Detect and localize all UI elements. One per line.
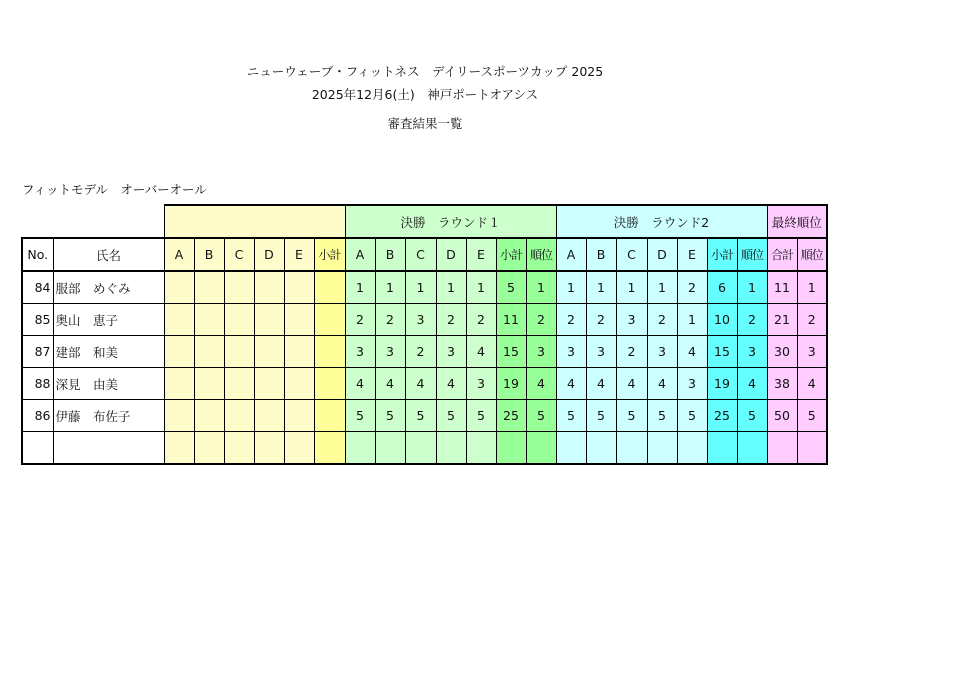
cell-round2-score: 2 bbox=[586, 304, 616, 336]
cell-round1-score: 1 bbox=[466, 271, 496, 304]
cell-round2-score: 4 bbox=[586, 368, 616, 400]
cell-no: 86 bbox=[22, 400, 53, 432]
cell-final-rank: 2 bbox=[797, 304, 827, 336]
header-round2-judge: C bbox=[616, 238, 647, 271]
cell-prelim-score bbox=[194, 368, 224, 400]
cell-round1-score: 5 bbox=[345, 400, 375, 432]
cell-prelim-score bbox=[224, 336, 254, 368]
cell-round2-score: 4 bbox=[647, 368, 677, 400]
cell-prelim-subtotal bbox=[314, 271, 345, 304]
cell-prelim-score bbox=[284, 432, 314, 465]
cell-prelim-score bbox=[194, 271, 224, 304]
cell-round2-score: 5 bbox=[556, 400, 586, 432]
cell-total: 50 bbox=[767, 400, 797, 432]
cell-round2-subtotal: 25 bbox=[707, 400, 737, 432]
header-round1-judge: D bbox=[436, 238, 466, 271]
cell-round2-rank bbox=[737, 432, 767, 465]
cell-round2-score: 2 bbox=[677, 271, 707, 304]
cell-round2-score: 3 bbox=[586, 336, 616, 368]
cell-round1-rank: 5 bbox=[526, 400, 556, 432]
cell-round1-score: 3 bbox=[466, 368, 496, 400]
header-prelim-judge: E bbox=[284, 238, 314, 271]
cell-prelim-score bbox=[254, 271, 284, 304]
cell-total: 11 bbox=[767, 271, 797, 304]
cell-round2-score: 4 bbox=[616, 368, 647, 400]
header-round1-judge: B bbox=[375, 238, 405, 271]
results-table bbox=[21, 204, 828, 465]
cell-prelim-score bbox=[284, 304, 314, 336]
header-prelim-judge: A bbox=[164, 238, 194, 271]
cell-round1-score: 5 bbox=[436, 400, 466, 432]
cell-round2-score bbox=[677, 432, 707, 465]
table-row-empty bbox=[22, 432, 827, 465]
cell-prelim-score bbox=[164, 271, 194, 304]
cell-round2-score: 2 bbox=[556, 304, 586, 336]
cell-round1-rank: 2 bbox=[526, 304, 556, 336]
table-row bbox=[22, 304, 827, 336]
cell-prelim-score bbox=[284, 336, 314, 368]
cell-round2-rank: 1 bbox=[737, 271, 767, 304]
cell-prelim-score bbox=[224, 432, 254, 465]
cell-round1-subtotal: 25 bbox=[496, 400, 526, 432]
cell-round1-score: 4 bbox=[405, 368, 436, 400]
cell-round1-score: 2 bbox=[345, 304, 375, 336]
header-prelim-judge: C bbox=[224, 238, 254, 271]
cell-round1-subtotal: 19 bbox=[496, 368, 526, 400]
cell-prelim-score bbox=[164, 400, 194, 432]
cell-round1-score: 5 bbox=[375, 400, 405, 432]
cell-round2-score: 4 bbox=[677, 336, 707, 368]
cell-round2-score: 2 bbox=[616, 336, 647, 368]
cell-round2-score: 5 bbox=[647, 400, 677, 432]
event-date-venue: 2025年12月6(土) 神戸ポートオアシス bbox=[311, 87, 539, 102]
header-prelim-subtotal: 小計 bbox=[314, 238, 345, 271]
cell-total bbox=[767, 432, 797, 465]
cell-prelim-score bbox=[164, 368, 194, 400]
group-header-row bbox=[22, 205, 827, 238]
cell-round2-score bbox=[556, 432, 586, 465]
cell-round1-rank: 1 bbox=[526, 271, 556, 304]
cell-prelim-score bbox=[254, 432, 284, 465]
group-round2: 決勝 ラウンド2 bbox=[556, 205, 767, 238]
cell-round2-score: 5 bbox=[677, 400, 707, 432]
cell-prelim-subtotal bbox=[314, 368, 345, 400]
header-round2-judge: B bbox=[586, 238, 616, 271]
cell-round2-score bbox=[616, 432, 647, 465]
cell-prelim-subtotal bbox=[314, 336, 345, 368]
header-round1-judge: C bbox=[405, 238, 436, 271]
cell-final-rank: 5 bbox=[797, 400, 827, 432]
corner-blank bbox=[22, 205, 164, 238]
cell-round1-score: 5 bbox=[466, 400, 496, 432]
cell-name bbox=[53, 432, 164, 465]
cell-round2-score: 1 bbox=[556, 271, 586, 304]
cell-name: 伊藤 布佐子 bbox=[53, 400, 164, 432]
cell-round1-score: 3 bbox=[345, 336, 375, 368]
cell-round1-score bbox=[345, 432, 375, 465]
cell-round2-score: 5 bbox=[586, 400, 616, 432]
cell-prelim-score bbox=[194, 336, 224, 368]
cell-round2-subtotal: 10 bbox=[707, 304, 737, 336]
cell-round2-score: 4 bbox=[556, 368, 586, 400]
cell-final-rank: 1 bbox=[797, 271, 827, 304]
cell-name: 深見 由美 bbox=[53, 368, 164, 400]
cell-no: 85 bbox=[22, 304, 53, 336]
group-round1: 決勝 ラウンド１ bbox=[345, 205, 556, 238]
cell-prelim-score bbox=[164, 336, 194, 368]
cell-round1-score: 3 bbox=[405, 304, 436, 336]
cell-prelim-score bbox=[284, 271, 314, 304]
cell-round1-score: 1 bbox=[436, 271, 466, 304]
cell-prelim-subtotal bbox=[314, 432, 345, 465]
cell-prelim-score bbox=[194, 400, 224, 432]
cell-total: 38 bbox=[767, 368, 797, 400]
cell-round2-subtotal: 15 bbox=[707, 336, 737, 368]
header-round2-rank: 順位 bbox=[737, 238, 767, 271]
category-label: フィットモデル オーバーオール bbox=[22, 182, 207, 197]
cell-round2-score: 3 bbox=[677, 368, 707, 400]
cell-round1-score bbox=[405, 432, 436, 465]
cell-prelim-score bbox=[284, 368, 314, 400]
cell-round2-subtotal: 19 bbox=[707, 368, 737, 400]
table-row bbox=[22, 336, 827, 368]
header-prelim-judge: D bbox=[254, 238, 284, 271]
cell-name: 奥山 恵子 bbox=[53, 304, 164, 336]
header-round2-judge: E bbox=[677, 238, 707, 271]
cell-round1-rank bbox=[526, 432, 556, 465]
cell-round2-rank: 4 bbox=[737, 368, 767, 400]
cell-round1-score: 2 bbox=[375, 304, 405, 336]
cell-round1-subtotal: 5 bbox=[496, 271, 526, 304]
cell-round1-subtotal: 15 bbox=[496, 336, 526, 368]
cell-name: 服部 めぐみ bbox=[53, 271, 164, 304]
header-round1-rank: 順位 bbox=[526, 238, 556, 271]
cell-no: 84 bbox=[22, 271, 53, 304]
cell-round2-score: 1 bbox=[647, 271, 677, 304]
column-header-row bbox=[22, 238, 827, 271]
header-name: 氏名 bbox=[53, 238, 164, 271]
cell-no: 88 bbox=[22, 368, 53, 400]
table-row bbox=[22, 368, 827, 400]
cell-round2-score: 5 bbox=[616, 400, 647, 432]
cell-round2-score: 3 bbox=[556, 336, 586, 368]
cell-round1-score: 2 bbox=[405, 336, 436, 368]
cell-round2-rank: 5 bbox=[737, 400, 767, 432]
header-prelim-judge: B bbox=[194, 238, 224, 271]
cell-round2-score: 3 bbox=[647, 336, 677, 368]
cell-prelim-score bbox=[284, 400, 314, 432]
cell-round2-score: 1 bbox=[586, 271, 616, 304]
header-round1-subtotal: 小計 bbox=[496, 238, 526, 271]
cell-prelim-score bbox=[254, 368, 284, 400]
group-prelim bbox=[164, 205, 345, 238]
cell-prelim-score bbox=[254, 336, 284, 368]
header-round2-judge: A bbox=[556, 238, 586, 271]
header-round1-judge: E bbox=[466, 238, 496, 271]
cell-prelim-subtotal bbox=[314, 400, 345, 432]
cell-round1-score: 5 bbox=[405, 400, 436, 432]
cell-round1-score: 2 bbox=[466, 304, 496, 336]
table-row bbox=[22, 400, 827, 432]
cell-name: 建部 和美 bbox=[53, 336, 164, 368]
group-final: 最終順位 bbox=[767, 205, 827, 238]
cell-prelim-score bbox=[224, 368, 254, 400]
cell-round1-score bbox=[375, 432, 405, 465]
cell-round1-score: 2 bbox=[436, 304, 466, 336]
cell-round1-score: 1 bbox=[345, 271, 375, 304]
cell-round2-rank: 2 bbox=[737, 304, 767, 336]
cell-final-rank: 3 bbox=[797, 336, 827, 368]
cell-round1-score bbox=[466, 432, 496, 465]
cell-final-rank: 4 bbox=[797, 368, 827, 400]
cell-prelim-score bbox=[164, 304, 194, 336]
sheet-subtitle: 審査結果一覧 bbox=[387, 116, 463, 131]
cell-round1-score: 3 bbox=[375, 336, 405, 368]
header-no: No. bbox=[22, 238, 53, 271]
header-round1-judge: A bbox=[345, 238, 375, 271]
cell-prelim-score bbox=[224, 400, 254, 432]
cell-round2-subtotal bbox=[707, 432, 737, 465]
table-row bbox=[22, 271, 827, 304]
header-round2-subtotal: 小計 bbox=[707, 238, 737, 271]
cell-round1-subtotal: 11 bbox=[496, 304, 526, 336]
header-round2-judge: D bbox=[647, 238, 677, 271]
header-total: 合計 bbox=[767, 238, 797, 271]
cell-round1-score: 4 bbox=[375, 368, 405, 400]
cell-prelim-score bbox=[254, 304, 284, 336]
cell-round1-rank: 4 bbox=[526, 368, 556, 400]
cell-round1-score: 4 bbox=[345, 368, 375, 400]
cell-total: 30 bbox=[767, 336, 797, 368]
cell-total: 21 bbox=[767, 304, 797, 336]
cell-round2-rank: 3 bbox=[737, 336, 767, 368]
cell-round2-score: 1 bbox=[616, 271, 647, 304]
cell-round1-score: 4 bbox=[466, 336, 496, 368]
cell-round2-score bbox=[586, 432, 616, 465]
cell-no: 87 bbox=[22, 336, 53, 368]
cell-round2-score: 2 bbox=[647, 304, 677, 336]
cell-round1-rank: 3 bbox=[526, 336, 556, 368]
cell-round1-score: 3 bbox=[436, 336, 466, 368]
cell-round1-score: 1 bbox=[375, 271, 405, 304]
cell-round2-score: 3 bbox=[616, 304, 647, 336]
cell-prelim-subtotal bbox=[314, 304, 345, 336]
cell-round1-score: 4 bbox=[436, 368, 466, 400]
cell-prelim-score bbox=[164, 432, 194, 465]
cell-round1-subtotal bbox=[496, 432, 526, 465]
cell-round2-score: 1 bbox=[677, 304, 707, 336]
cell-final-rank bbox=[797, 432, 827, 465]
header-final-rank: 順位 bbox=[797, 238, 827, 271]
cell-no bbox=[22, 432, 53, 465]
cell-round2-score bbox=[647, 432, 677, 465]
cell-prelim-score bbox=[224, 304, 254, 336]
cell-prelim-score bbox=[194, 304, 224, 336]
cell-prelim-score bbox=[224, 271, 254, 304]
cell-prelim-score bbox=[194, 432, 224, 465]
event-title: ニューウェーブ・フィットネス デイリースポーツカップ 2025 bbox=[246, 64, 604, 79]
cell-round2-subtotal: 6 bbox=[707, 271, 737, 304]
cell-prelim-score bbox=[254, 400, 284, 432]
cell-round1-score bbox=[436, 432, 466, 465]
cell-round1-score: 1 bbox=[405, 271, 436, 304]
